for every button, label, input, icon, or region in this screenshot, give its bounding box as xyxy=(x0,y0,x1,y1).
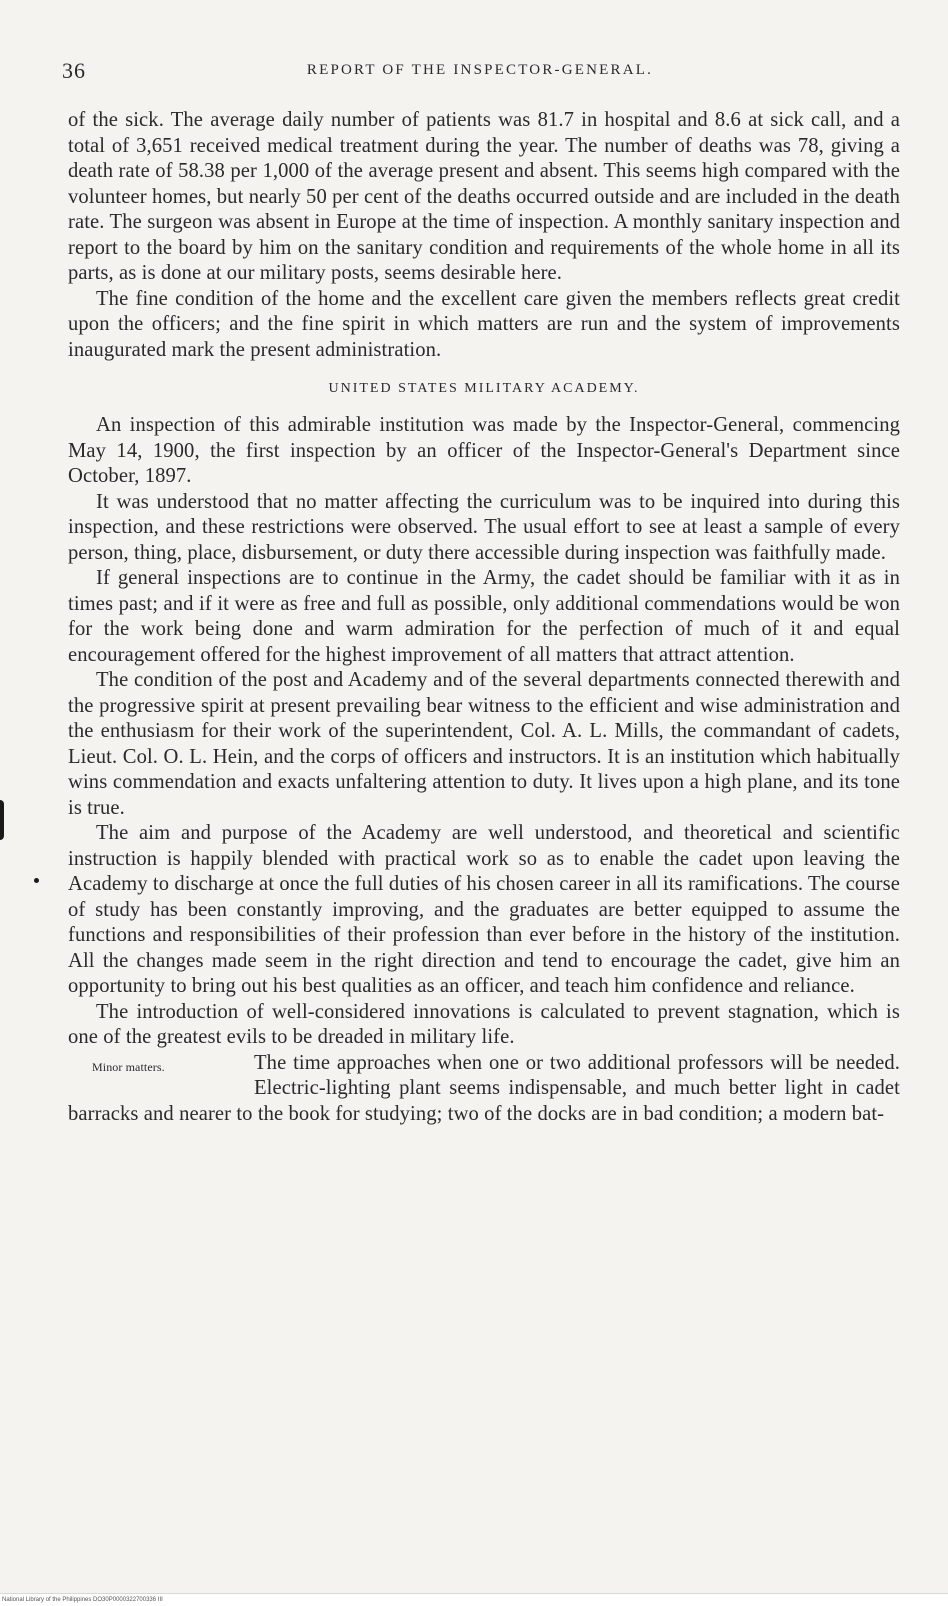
paragraph: If general inspections are to continue in the Army, the cadet should be familiar with it as in times past; and if it were as free and full as possible, only additional commendations would be won for the work being done and warm admiration for the perfection of much of it and equal encouragement offered for the highest improvement of all matters that attract attention. xyxy=(68,567,900,666)
page-number: 36 xyxy=(62,58,86,83)
paragraph: The fine condition of the home and the excellent care given the members reflects great credit upon the officers; and the fine spirit in which matters are run and the system of improvements inaugurated mark the present administration. xyxy=(68,287,900,361)
scan-dot-mark xyxy=(34,878,39,883)
scan-edge-mark xyxy=(0,800,4,840)
paragraph: The condition of the post and Academy and of the several departments connected therewith and the progressive spirit at present prevailing bear witness to the efficient and wise administration and the enthusiasm for their work of the superintendent, Col. A. L. Mills, the commandant of cadets, Lieut. Col. O. L. Hein, and the corps of officers and instructors. It is an institution which habitually wins commendation and exacts unfaltering attention to duty. It lives upon a high plane, and its tone is true. xyxy=(68,669,900,819)
paragraph-continued: of the sick. The average daily number of patients was 81.7 in hospital and 8.6 at sick call, and a total of 3,651 received medical treatment during the year. The number of deaths was 78, giving a death rate of 58.38 per 1,000 of the average present and absent. This seems high compared with the volunteer homes, but nearly 50 per cent of the deaths occurred outside and are included in the death rate. The surgeon was absent in Europe at the time of inspection. A monthly sanitary inspection and report to the board by him on the sanitary condition and requirements of the whole home in all its parts, as is done at our military posts, seems desirable here. xyxy=(68,109,900,284)
side-note: Minor matters. xyxy=(92,1059,165,1074)
body-text xyxy=(68,108,900,1127)
paragraph: The aim and purpose of the Academy are well understood, and theoretical and scientific instruction is happily blended with practical work so as to enable the cadet upon leaving the Academy to discharge at once the full duties of his chosen career in all its ramifications. The course of study has been constantly improving, and the graduates are better equipped to assume the functions and responsibilities of their profession than ever before in the history of the institution. All the changes made seem in the right direction and tend to encourage the cadet, give him an opportunity to bring out his best qualities as an officer, and teach him confidence and reliance. xyxy=(68,822,900,997)
side-note-block xyxy=(68,1051,900,1128)
section-heading: UNITED STATES MILITARY ACADEMY. xyxy=(328,381,640,396)
footer-strip xyxy=(0,1593,948,1606)
paragraph: The introduction of well-considered innovations is calculated to prevent stagnation, which is one of the greatest evils to be dreaded in military life. xyxy=(68,1000,900,1048)
footer-text: National Library of the Philippines DO30P0000322700336 III xyxy=(2,1597,163,1603)
paragraph: It was understood that no matter affecting the curriculum was to be inquired into during this inspection, and these restrictions were observed. The usual effort to see at least a sample of every person, thing, place, disbursement, or duty there accessible during inspection was faithfully made. xyxy=(68,490,900,564)
running-title: REPORT OF THE INSPECTOR-GENERAL. xyxy=(306,62,654,78)
paragraph: An inspection of this admirable institution was made by the Inspector-General, commencing May 14, 1900, the first inspection by an officer of the Inspector-General's Department since October, 1897. xyxy=(68,414,900,487)
paragraph: The time approaches when one or two additional professors will be needed. Electric-lighting plant seems indispensable, and much better light in cadet barracks and nearer to the book for studying; two of the docks are in bad condition; a modern bat- xyxy=(68,1051,900,1125)
running-head xyxy=(62,58,898,90)
